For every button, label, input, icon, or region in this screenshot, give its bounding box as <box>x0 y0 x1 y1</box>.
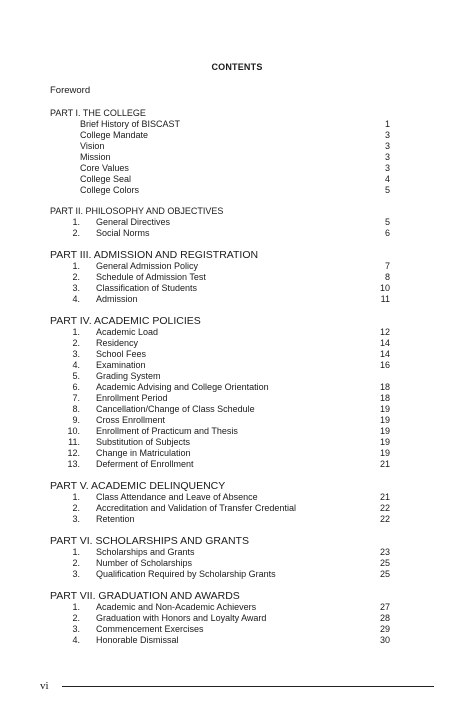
entry-number: 3. <box>72 349 80 359</box>
entry-title: Cross Enrollment <box>96 415 166 425</box>
entry-title: Brief History of BISCAST <box>80 119 181 129</box>
entry-number: 1. <box>72 261 80 271</box>
entry-number: 1. <box>72 547 80 557</box>
toc-entry <box>50 119 390 130</box>
entry-page-number: 6 <box>384 228 390 238</box>
toc-entry <box>50 217 390 228</box>
entry-title: College Seal <box>80 174 132 184</box>
toc-entry <box>50 338 390 349</box>
entry-page-number: 7 <box>384 261 390 271</box>
toc-entry <box>50 163 390 174</box>
entry-page-number: 19 <box>379 415 390 425</box>
entry-title: Retention <box>96 514 135 524</box>
entry-title: Enrollment Period <box>96 393 168 403</box>
toc-section <box>50 590 390 646</box>
entry-page-number: 3 <box>384 130 390 140</box>
entry-page-number: 19 <box>379 404 390 414</box>
toc-entry <box>50 624 390 635</box>
entry-title: College Mandate <box>80 130 149 140</box>
toc-entry <box>50 459 390 470</box>
section-heading: PART VII. GRADUATION AND AWARDS <box>50 590 240 602</box>
entry-number: 2. <box>72 558 80 568</box>
section-heading: PART IV. ACADEMIC POLICIES <box>50 315 201 327</box>
footer-rule <box>62 686 434 687</box>
entry-title: Schedule of Admission Test <box>96 272 206 282</box>
entry-page-number: 22 <box>379 503 390 513</box>
entry-title: General Admission Policy <box>96 261 199 271</box>
page-title: CONTENTS <box>211 62 263 72</box>
entry-number: 3. <box>72 569 80 579</box>
entry-page-number: 18 <box>379 393 390 403</box>
entry-number: 3. <box>72 514 80 524</box>
entry-number: 1. <box>72 217 80 227</box>
entry-title: Number of Scholarships <box>96 558 193 568</box>
entry-title: School Fees <box>96 349 147 359</box>
entry-title: Deferment of Enrollment <box>96 459 194 469</box>
entry-number: 13. <box>67 459 80 469</box>
toc-entry <box>50 130 390 141</box>
section-heading: PART VI. SCHOLARSHIPS AND GRANTS <box>50 535 249 547</box>
entry-page-number: 25 <box>379 569 390 579</box>
entry-number: 8. <box>72 404 80 414</box>
entry-title: Academic Load <box>96 327 159 337</box>
toc-entry <box>50 174 390 185</box>
entry-page-number: 19 <box>379 448 390 458</box>
entry-number: 2. <box>72 272 80 282</box>
entry-page-number: 18 <box>379 382 390 392</box>
toc-entry <box>50 635 390 646</box>
toc-entry <box>50 185 390 196</box>
entry-number: 4. <box>72 294 80 304</box>
entry-title: Classification of Students <box>96 283 198 293</box>
entry-page-number: 14 <box>379 349 390 359</box>
entry-page-number: 22 <box>379 514 390 524</box>
section-heading: PART III. ADMISSION AND REGISTRATION <box>50 249 259 261</box>
entry-number: 2. <box>72 338 80 348</box>
entry-page-number: 11 <box>380 294 390 304</box>
entry-number: 9. <box>72 415 80 425</box>
entry-title: Mission <box>80 152 111 162</box>
toc-entry <box>50 327 390 338</box>
entry-page-number: 3 <box>384 141 390 151</box>
entry-page-number: 8 <box>384 272 390 282</box>
entry-page-number: 5 <box>384 185 390 195</box>
toc-entry <box>50 152 390 163</box>
entry-page-number: 1 <box>384 119 390 129</box>
foreword-entry: Foreword <box>50 85 91 96</box>
toc-entry <box>50 349 390 360</box>
entry-title: Vision <box>80 141 105 151</box>
entry-title: Cancellation/Change of Class Schedule <box>96 404 255 414</box>
entry-title: Commencement Exercises <box>96 624 204 634</box>
entry-number: 7. <box>72 393 80 403</box>
entry-number: 6. <box>72 382 80 392</box>
toc-entry <box>50 514 390 525</box>
entry-number: 4. <box>72 635 80 645</box>
entry-page-number: 19 <box>379 437 390 447</box>
entry-title: College Colors <box>80 185 140 195</box>
entry-page-number: 10 <box>379 283 390 293</box>
table-of-contents <box>50 108 390 656</box>
entry-title: Honorable Dismissal <box>96 635 179 645</box>
entry-page-number: 4 <box>384 174 390 184</box>
toc-section <box>50 206 390 239</box>
entry-page-number: 29 <box>379 624 390 634</box>
section-heading: PART II. PHILOSOPHY AND OBJECTIVES <box>50 206 224 216</box>
entry-title: Core Values <box>80 163 129 173</box>
section-heading: PART V. ACADEMIC DELINQUENCY <box>50 480 226 492</box>
entry-number: 10. <box>67 426 80 436</box>
entry-number: 3. <box>72 624 80 634</box>
entry-title: Residency <box>96 338 139 348</box>
toc-entry <box>50 261 390 272</box>
toc-entry <box>50 448 390 459</box>
entry-page-number: 19 <box>379 426 390 436</box>
entry-page-number: 5 <box>384 217 390 227</box>
entry-title: Academic Advising and College Orientation <box>96 382 269 392</box>
entry-title: General Directives <box>96 217 171 227</box>
entry-title: Class Attendance and Leave of Absence <box>96 492 258 502</box>
entry-page-number: 16 <box>379 360 390 370</box>
entry-title: Substitution of Subjects <box>96 437 191 447</box>
toc-entry <box>50 569 390 580</box>
entry-title: Change in Matriculation <box>96 448 191 458</box>
toc-entry <box>50 382 390 393</box>
entry-number: 5. <box>72 371 80 381</box>
toc-entry <box>50 503 390 514</box>
page-number: vi <box>40 680 49 692</box>
toc-entry <box>50 404 390 415</box>
entry-title: Social Norms <box>96 228 150 238</box>
toc-entry <box>50 602 390 613</box>
entry-page-number: 28 <box>379 613 390 623</box>
entry-number: 2. <box>72 228 80 238</box>
entry-title: Graduation with Honors and Loyalty Award <box>96 613 267 623</box>
toc-entry <box>50 272 390 283</box>
toc-entry <box>50 294 390 305</box>
toc-entry <box>50 371 390 382</box>
entry-title: Qualification Required by Scholarship Grants <box>96 569 276 579</box>
entry-title: Examination <box>96 360 146 370</box>
toc-section <box>50 108 390 196</box>
toc-entry <box>50 283 390 294</box>
entry-page-number: 12 <box>379 327 390 337</box>
entry-title: Admission <box>96 294 138 304</box>
entry-page-number: 3 <box>384 152 390 162</box>
entry-page-number: 23 <box>379 547 390 557</box>
toc-entry <box>50 437 390 448</box>
toc-entry <box>50 558 390 569</box>
entry-page-number: 30 <box>379 635 390 645</box>
toc-section <box>50 315 390 470</box>
entry-number: 1. <box>72 602 80 612</box>
toc-entry <box>50 393 390 404</box>
entry-number: 3. <box>72 283 80 293</box>
toc-entry <box>50 228 390 239</box>
entry-page-number: 27 <box>379 602 390 612</box>
toc-entry <box>50 360 390 371</box>
entry-page-number: 21 <box>379 459 390 469</box>
entry-number: 1. <box>72 492 80 502</box>
entry-number: 4. <box>72 360 80 370</box>
entry-title: Academic and Non-Academic Achievers <box>96 602 257 612</box>
entry-number: 12. <box>67 448 80 458</box>
toc-entry <box>50 141 390 152</box>
toc-section <box>50 535 390 580</box>
entry-number: 2. <box>72 503 80 513</box>
entry-page-number: 25 <box>379 558 390 568</box>
toc-entry <box>50 492 390 503</box>
entry-title: Scholarships and Grants <box>96 547 195 557</box>
entry-title: Enrollment of Practicum and Thesis <box>96 426 238 436</box>
toc-entry <box>50 547 390 558</box>
toc-entry <box>50 426 390 437</box>
entry-number: 11. <box>68 437 80 447</box>
toc-entry <box>50 613 390 624</box>
entry-page-number: 21 <box>379 492 390 502</box>
entry-page-number: 14 <box>379 338 390 348</box>
entry-number: 2. <box>72 613 80 623</box>
toc-entry <box>50 415 390 426</box>
entry-page-number: 3 <box>384 163 390 173</box>
entry-title: Accreditation and Validation of Transfer Credential <box>96 503 296 513</box>
toc-section <box>50 249 390 305</box>
toc-section <box>50 480 390 525</box>
entry-number: 1. <box>72 327 80 337</box>
entry-title: Grading System <box>96 371 161 381</box>
section-heading: PART I. THE COLLEGE <box>50 108 146 118</box>
